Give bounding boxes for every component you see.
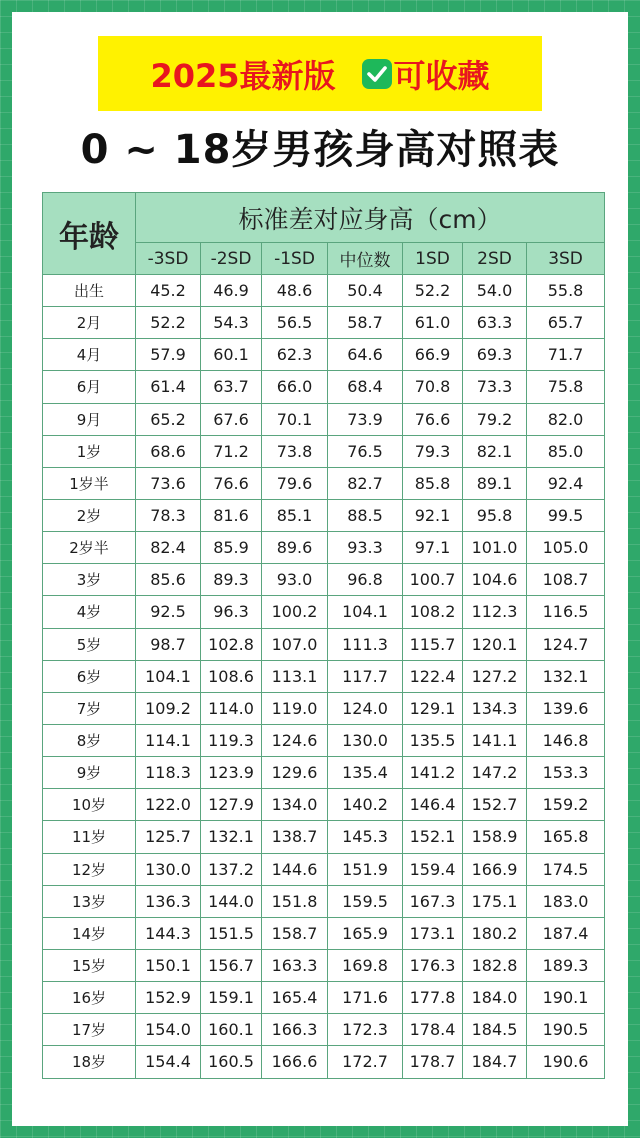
height-value-cell: 124.0 <box>328 692 403 724</box>
age-cell: 4月 <box>43 339 136 371</box>
height-value-cell: 66.9 <box>403 339 463 371</box>
height-value-cell: 73.3 <box>463 371 527 403</box>
height-value-cell: 151.5 <box>201 917 262 949</box>
height-value-cell: 108.6 <box>201 660 262 692</box>
age-cell: 16岁 <box>43 982 136 1014</box>
height-value-cell: 54.3 <box>201 307 262 339</box>
sd-column-header: 1SD <box>403 243 463 275</box>
height-value-cell: 141.2 <box>403 757 463 789</box>
height-value-cell: 166.9 <box>463 853 527 885</box>
height-value-cell: 92.4 <box>527 467 605 499</box>
height-value-cell: 183.0 <box>527 885 605 917</box>
age-cell: 2岁半 <box>43 532 136 564</box>
table-row <box>43 339 605 371</box>
collect-label: 可收藏 <box>393 56 490 95</box>
height-value-cell: 154.4 <box>136 1046 201 1078</box>
height-value-cell: 178.7 <box>403 1046 463 1078</box>
table-row <box>43 532 605 564</box>
height-value-cell: 67.6 <box>201 403 262 435</box>
age-column-header: 年龄 <box>43 193 136 275</box>
height-value-cell: 82.7 <box>328 467 403 499</box>
height-value-cell: 111.3 <box>328 628 403 660</box>
height-value-cell: 78.3 <box>136 499 201 531</box>
height-value-cell: 100.2 <box>262 596 328 628</box>
table-row <box>43 307 605 339</box>
height-value-cell: 45.2 <box>136 275 201 307</box>
height-value-cell: 52.2 <box>136 307 201 339</box>
age-cell: 出生 <box>43 275 136 307</box>
table-row <box>43 435 605 467</box>
height-value-cell: 57.9 <box>136 339 201 371</box>
height-value-cell: 96.3 <box>201 596 262 628</box>
age-cell: 12岁 <box>43 853 136 885</box>
height-value-cell: 163.3 <box>262 949 328 981</box>
height-value-cell: 81.6 <box>201 499 262 531</box>
height-value-cell: 104.6 <box>463 564 527 596</box>
height-value-cell: 160.1 <box>201 1014 262 1046</box>
height-value-cell: 104.1 <box>136 660 201 692</box>
height-value-cell: 114.0 <box>201 692 262 724</box>
table-row <box>43 949 605 981</box>
height-value-cell: 127.2 <box>463 660 527 692</box>
height-value-cell: 63.7 <box>201 371 262 403</box>
height-value-cell: 68.6 <box>136 435 201 467</box>
table-row <box>43 1014 605 1046</box>
height-value-cell: 114.1 <box>136 724 201 756</box>
height-value-cell: 100.7 <box>403 564 463 596</box>
table-row <box>43 692 605 724</box>
height-value-cell: 141.1 <box>463 724 527 756</box>
height-value-cell: 113.1 <box>262 660 328 692</box>
height-value-cell: 76.5 <box>328 435 403 467</box>
height-value-cell: 93.3 <box>328 532 403 564</box>
table-row <box>43 853 605 885</box>
age-cell: 2岁 <box>43 499 136 531</box>
height-value-cell: 61.0 <box>403 307 463 339</box>
table-row <box>43 1046 605 1078</box>
height-value-cell: 58.7 <box>328 307 403 339</box>
height-value-cell: 120.1 <box>463 628 527 660</box>
height-value-cell: 71.7 <box>527 339 605 371</box>
height-value-cell: 187.4 <box>527 917 605 949</box>
height-value-cell: 152.9 <box>136 982 201 1014</box>
height-value-cell: 159.1 <box>201 982 262 1014</box>
height-value-cell: 88.5 <box>328 499 403 531</box>
height-value-cell: 79.3 <box>403 435 463 467</box>
height-value-cell: 190.1 <box>527 982 605 1014</box>
age-cell: 6岁 <box>43 660 136 692</box>
age-cell: 6月 <box>43 371 136 403</box>
height-value-cell: 136.3 <box>136 885 201 917</box>
height-value-cell: 174.5 <box>527 853 605 885</box>
table-row <box>43 757 605 789</box>
height-value-cell: 118.3 <box>136 757 201 789</box>
height-value-cell: 92.5 <box>136 596 201 628</box>
table-row <box>43 724 605 756</box>
height-value-cell: 156.7 <box>201 949 262 981</box>
height-value-cell: 145.3 <box>328 821 403 853</box>
height-value-cell: 171.6 <box>328 982 403 1014</box>
height-value-cell: 46.9 <box>201 275 262 307</box>
height-value-cell: 108.7 <box>527 564 605 596</box>
height-value-cell: 166.6 <box>262 1046 328 1078</box>
height-table <box>42 192 605 1079</box>
height-value-cell: 132.1 <box>201 821 262 853</box>
height-value-cell: 173.1 <box>403 917 463 949</box>
height-value-cell: 95.8 <box>463 499 527 531</box>
height-value-cell: 70.8 <box>403 371 463 403</box>
height-value-cell: 125.7 <box>136 821 201 853</box>
height-value-cell: 167.3 <box>403 885 463 917</box>
height-value-cell: 79.2 <box>463 403 527 435</box>
age-cell: 11岁 <box>43 821 136 853</box>
height-value-cell: 124.7 <box>527 628 605 660</box>
height-value-cell: 134.0 <box>262 789 328 821</box>
age-cell: 15岁 <box>43 949 136 981</box>
height-value-cell: 79.6 <box>262 467 328 499</box>
age-cell: 7岁 <box>43 692 136 724</box>
height-value-cell: 69.3 <box>463 339 527 371</box>
age-cell: 4岁 <box>43 596 136 628</box>
sd-column-header: -3SD <box>136 243 201 275</box>
height-value-cell: 98.7 <box>136 628 201 660</box>
age-cell: 9月 <box>43 403 136 435</box>
height-value-cell: 101.0 <box>463 532 527 564</box>
height-value-cell: 135.4 <box>328 757 403 789</box>
height-value-cell: 152.1 <box>403 821 463 853</box>
table-row <box>43 917 605 949</box>
height-value-cell: 146.4 <box>403 789 463 821</box>
page-title: 0 ~ 18岁男孩身高对照表 <box>80 127 560 173</box>
height-value-cell: 123.9 <box>201 757 262 789</box>
height-value-cell: 158.7 <box>262 917 328 949</box>
height-value-cell: 85.9 <box>201 532 262 564</box>
height-value-cell: 176.3 <box>403 949 463 981</box>
height-value-cell: 180.2 <box>463 917 527 949</box>
height-value-cell: 107.0 <box>262 628 328 660</box>
height-value-cell: 76.6 <box>403 403 463 435</box>
sd-column-header: 2SD <box>463 243 527 275</box>
height-value-cell: 122.0 <box>136 789 201 821</box>
height-value-cell: 109.2 <box>136 692 201 724</box>
height-value-cell: 138.7 <box>262 821 328 853</box>
height-value-cell: 175.1 <box>463 885 527 917</box>
height-value-cell: 165.8 <box>527 821 605 853</box>
height-value-cell: 75.8 <box>527 371 605 403</box>
height-value-cell: 130.0 <box>136 853 201 885</box>
height-value-cell: 97.1 <box>403 532 463 564</box>
height-value-cell: 127.9 <box>201 789 262 821</box>
height-value-cell: 182.8 <box>463 949 527 981</box>
height-value-cell: 165.4 <box>262 982 328 1014</box>
height-value-cell: 144.6 <box>262 853 328 885</box>
height-value-cell: 65.2 <box>136 403 201 435</box>
version-label: 2025最新版 <box>150 56 336 95</box>
height-value-cell: 76.6 <box>201 467 262 499</box>
height-value-cell: 159.5 <box>328 885 403 917</box>
height-value-cell: 65.7 <box>527 307 605 339</box>
age-cell: 14岁 <box>43 917 136 949</box>
height-value-cell: 190.6 <box>527 1046 605 1078</box>
height-value-cell: 89.3 <box>201 564 262 596</box>
age-cell: 9岁 <box>43 757 136 789</box>
table-row <box>43 403 605 435</box>
height-value-cell: 112.3 <box>463 596 527 628</box>
height-value-cell: 184.5 <box>463 1014 527 1046</box>
height-value-cell: 48.6 <box>262 275 328 307</box>
height-value-cell: 135.5 <box>403 724 463 756</box>
height-value-cell: 119.3 <box>201 724 262 756</box>
table-row <box>43 885 605 917</box>
height-value-cell: 144.3 <box>136 917 201 949</box>
height-value-cell: 50.4 <box>328 275 403 307</box>
height-value-cell: 108.2 <box>403 596 463 628</box>
height-value-cell: 129.6 <box>262 757 328 789</box>
height-value-cell: 92.1 <box>403 499 463 531</box>
table-row <box>43 660 605 692</box>
height-value-cell: 166.3 <box>262 1014 328 1046</box>
height-value-cell: 140.2 <box>328 789 403 821</box>
age-cell: 1岁 <box>43 435 136 467</box>
height-value-cell: 144.0 <box>201 885 262 917</box>
height-value-cell: 147.2 <box>463 757 527 789</box>
table-row <box>43 596 605 628</box>
height-value-cell: 61.4 <box>136 371 201 403</box>
height-value-cell: 190.5 <box>527 1014 605 1046</box>
height-value-cell: 62.3 <box>262 339 328 371</box>
height-value-cell: 89.1 <box>463 467 527 499</box>
height-value-cell: 159.4 <box>403 853 463 885</box>
age-cell: 18岁 <box>43 1046 136 1078</box>
age-cell: 1岁半 <box>43 467 136 499</box>
height-value-cell: 105.0 <box>527 532 605 564</box>
height-value-cell: 146.8 <box>527 724 605 756</box>
height-value-cell: 130.0 <box>328 724 403 756</box>
height-value-cell: 104.1 <box>328 596 403 628</box>
height-value-cell: 158.9 <box>463 821 527 853</box>
height-value-cell: 172.3 <box>328 1014 403 1046</box>
height-value-cell: 139.6 <box>527 692 605 724</box>
sd-group-header: 标准差对应身高（cm） <box>136 193 605 243</box>
height-value-cell: 159.2 <box>527 789 605 821</box>
height-value-cell: 85.8 <box>403 467 463 499</box>
age-cell: 8岁 <box>43 724 136 756</box>
height-value-cell: 73.9 <box>328 403 403 435</box>
table-row <box>43 467 605 499</box>
sd-column-header: -2SD <box>201 243 262 275</box>
age-cell: 13岁 <box>43 885 136 917</box>
height-value-cell: 56.5 <box>262 307 328 339</box>
height-value-cell: 177.8 <box>403 982 463 1014</box>
height-value-cell: 178.4 <box>403 1014 463 1046</box>
table-row <box>43 789 605 821</box>
height-value-cell: 184.0 <box>463 982 527 1014</box>
height-value-cell: 134.3 <box>463 692 527 724</box>
height-value-cell: 85.1 <box>262 499 328 531</box>
table-row <box>43 275 605 307</box>
height-value-cell: 89.6 <box>262 532 328 564</box>
table-row <box>43 499 605 531</box>
height-value-cell: 85.0 <box>527 435 605 467</box>
height-value-cell: 82.0 <box>527 403 605 435</box>
height-value-cell: 122.4 <box>403 660 463 692</box>
table-row <box>43 564 605 596</box>
sd-column-header: 中位数 <box>328 243 403 275</box>
sd-column-header: 3SD <box>527 243 605 275</box>
age-cell: 5岁 <box>43 628 136 660</box>
age-cell: 3岁 <box>43 564 136 596</box>
table-row <box>43 628 605 660</box>
table-row <box>43 371 605 403</box>
height-value-cell: 71.2 <box>201 435 262 467</box>
height-value-cell: 154.0 <box>136 1014 201 1046</box>
height-value-cell: 99.5 <box>527 499 605 531</box>
table-row <box>43 821 605 853</box>
height-value-cell: 93.0 <box>262 564 328 596</box>
height-value-cell: 73.8 <box>262 435 328 467</box>
height-value-cell: 124.6 <box>262 724 328 756</box>
height-value-cell: 82.4 <box>136 532 201 564</box>
height-value-cell: 63.3 <box>463 307 527 339</box>
age-cell: 17岁 <box>43 1014 136 1046</box>
height-value-cell: 68.4 <box>328 371 403 403</box>
table-row <box>43 982 605 1014</box>
sd-column-header: -1SD <box>262 243 328 275</box>
height-value-cell: 153.3 <box>527 757 605 789</box>
height-value-cell: 73.6 <box>136 467 201 499</box>
height-value-cell: 165.9 <box>328 917 403 949</box>
height-value-cell: 60.1 <box>201 339 262 371</box>
height-value-cell: 52.2 <box>403 275 463 307</box>
height-value-cell: 169.8 <box>328 949 403 981</box>
age-cell: 2月 <box>43 307 136 339</box>
height-value-cell: 119.0 <box>262 692 328 724</box>
height-value-cell: 85.6 <box>136 564 201 596</box>
height-value-cell: 70.1 <box>262 403 328 435</box>
height-value-cell: 160.5 <box>201 1046 262 1078</box>
height-value-cell: 150.1 <box>136 949 201 981</box>
height-value-cell: 82.1 <box>463 435 527 467</box>
height-value-cell: 115.7 <box>403 628 463 660</box>
height-value-cell: 117.7 <box>328 660 403 692</box>
height-value-cell: 151.9 <box>328 853 403 885</box>
height-value-cell: 129.1 <box>403 692 463 724</box>
height-value-cell: 152.7 <box>463 789 527 821</box>
height-value-cell: 54.0 <box>463 275 527 307</box>
height-value-cell: 96.8 <box>328 564 403 596</box>
height-value-cell: 102.8 <box>201 628 262 660</box>
height-value-cell: 64.6 <box>328 339 403 371</box>
height-value-cell: 55.8 <box>527 275 605 307</box>
age-cell: 10岁 <box>43 789 136 821</box>
height-value-cell: 116.5 <box>527 596 605 628</box>
height-value-cell: 151.8 <box>262 885 328 917</box>
height-value-cell: 184.7 <box>463 1046 527 1078</box>
green-checkmark-icon <box>362 59 392 89</box>
height-value-cell: 66.0 <box>262 371 328 403</box>
version-banner <box>98 36 542 111</box>
height-value-cell: 132.1 <box>527 660 605 692</box>
height-value-cell: 137.2 <box>201 853 262 885</box>
height-value-cell: 189.3 <box>527 949 605 981</box>
height-value-cell: 172.7 <box>328 1046 403 1078</box>
